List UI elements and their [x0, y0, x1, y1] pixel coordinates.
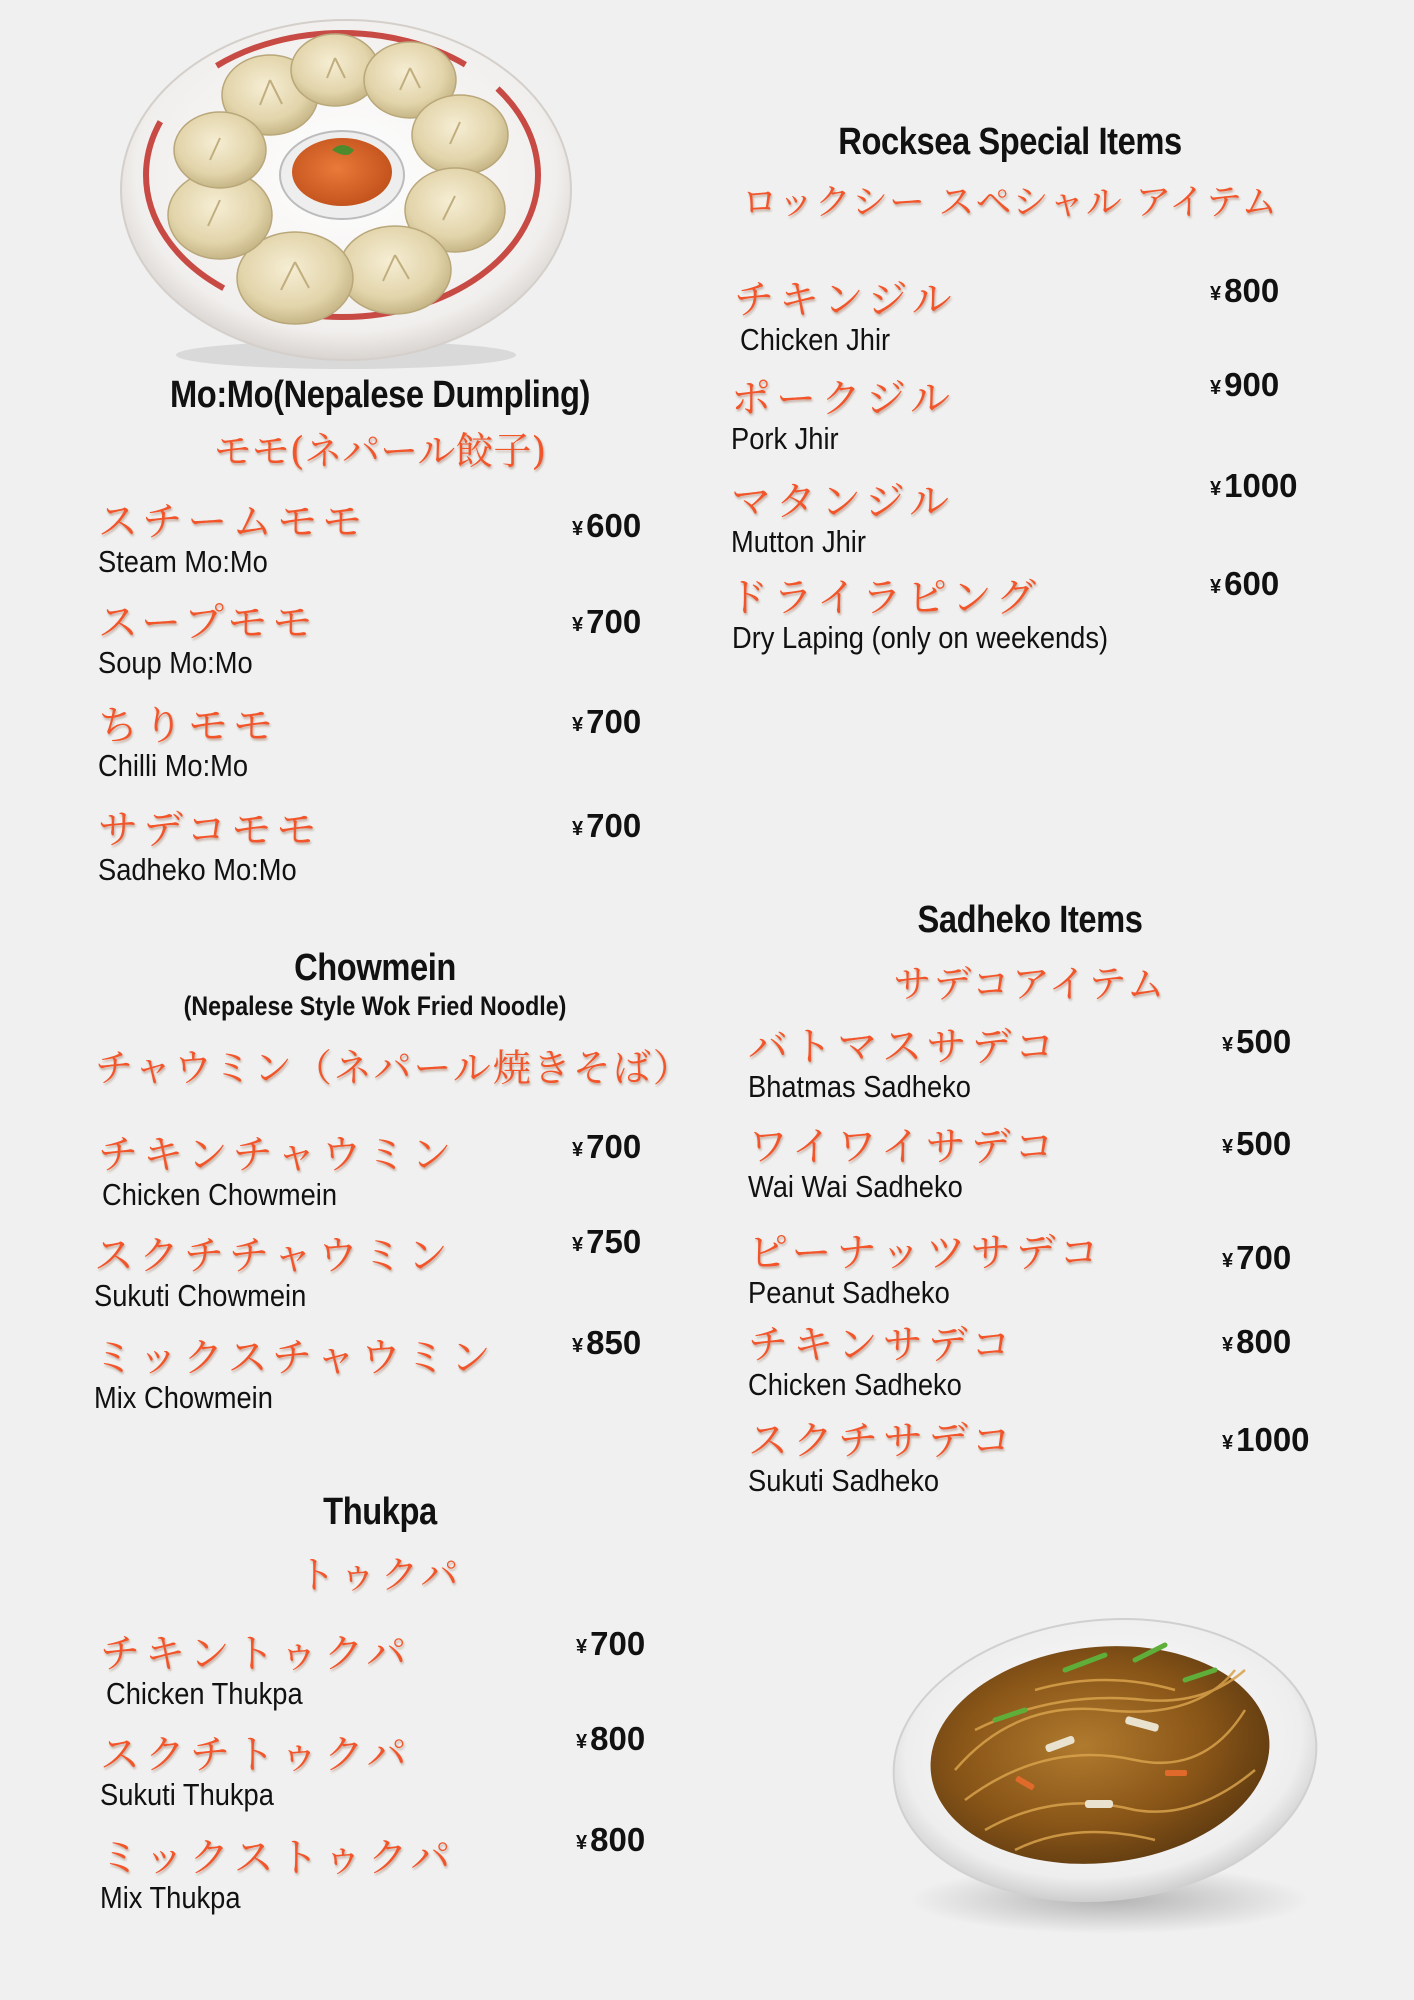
item-name-en: Chicken Chowmein: [102, 1177, 338, 1212]
menu-item: [98, 808, 324, 888]
item-price: ¥800: [576, 1821, 646, 1858]
item-name-jp: チキンチャウミン: [98, 1132, 457, 1178]
menu-item: [748, 1231, 1104, 1311]
currency-symbol: ¥: [1222, 1432, 1234, 1454]
menu-item: [748, 1025, 1060, 1105]
currency-symbol: ¥: [1210, 377, 1222, 399]
item-name-jp: スクチチャウミン: [94, 1233, 453, 1279]
item-name-en: Chicken Thukpa: [106, 1676, 303, 1711]
chowmein-section-subtitle: (Nepalese Style Wok Fried Noodle): [183, 991, 567, 1021]
currency-symbol: ¥: [572, 614, 584, 636]
currency-symbol: ¥: [1222, 1334, 1234, 1356]
item-name-jp: ポークジル: [731, 376, 955, 422]
thukpa-section-title: Thukpa: [323, 1491, 437, 1533]
menu-item: [98, 601, 317, 681]
item-name-jp: マタンジル: [731, 479, 954, 525]
special-section-title-jp: ロックシー スペシャル アイテム: [741, 182, 1279, 223]
momo-section-title-jp: モモ(ネパール餃子): [213, 429, 547, 473]
item-name-en: Dry Laping (only on weekends): [732, 620, 1109, 655]
item-name-en: Pork Jhir: [731, 421, 839, 456]
item-name-en: Sukuti Sadheko: [748, 1463, 940, 1498]
thukpa-section-title-jp: トゥクパ: [297, 1553, 463, 1597]
item-name-en: Sukuti Chowmein: [94, 1278, 307, 1313]
currency-symbol: ¥: [576, 1636, 588, 1658]
sadheko-section-title: Sadheko Items: [917, 899, 1143, 941]
item-price: ¥800: [576, 1720, 646, 1757]
currency-symbol: ¥: [1222, 1136, 1234, 1158]
sadheko-section-title-jp: サデコアイテム: [893, 962, 1167, 1006]
item-price: ¥1000: [1222, 1421, 1310, 1458]
item-name-jp: スチームモモ: [98, 499, 368, 545]
menu-item: [94, 1234, 453, 1314]
item-name-jp: チキントゥクパ: [100, 1631, 412, 1677]
item-name-jp: ワイワイサデコ: [748, 1124, 1059, 1170]
item-price: ¥700: [572, 703, 642, 740]
item-name-jp: ミックスチャウミン: [94, 1335, 496, 1381]
chowmein-dish-image: [885, 1600, 1335, 1940]
currency-symbol: ¥: [572, 818, 584, 840]
item-name-en: Soup Mo:Mo: [98, 645, 253, 680]
item-name-en: Sukuti Thukpa: [100, 1777, 274, 1812]
currency-symbol: ¥: [572, 1335, 584, 1357]
menu-item: [728, 576, 1159, 656]
currency-symbol: ¥: [1222, 1250, 1234, 1272]
item-name-jp: チキンジル: [734, 277, 957, 323]
item-price: ¥850: [572, 1324, 642, 1361]
menu-item: [731, 377, 955, 457]
item-price: ¥500: [1222, 1125, 1292, 1162]
menu-item: [100, 1632, 411, 1712]
item-price: ¥700: [1222, 1239, 1292, 1276]
chowmein-section-title: Chowmein: [294, 947, 456, 989]
item-price: ¥750: [572, 1223, 642, 1260]
item-price: ¥700: [572, 807, 642, 844]
menu-item: [748, 1419, 1016, 1499]
item-name-jp: バトマスサデコ: [748, 1024, 1060, 1070]
currency-symbol: ¥: [1210, 576, 1222, 598]
menu-item: [731, 480, 954, 560]
menu-item: [748, 1125, 1059, 1205]
menu-item: [98, 1133, 456, 1213]
item-price: ¥500: [1222, 1023, 1292, 1060]
item-name-jp: ミックストゥクパ: [100, 1835, 456, 1881]
item-name-en: Chicken Jhir: [740, 322, 891, 357]
item-name-en: Mix Thukpa: [100, 1880, 241, 1915]
item-price: ¥1000: [1210, 467, 1298, 504]
item-price: ¥800: [1210, 272, 1280, 309]
menu-item: [100, 1733, 412, 1813]
currency-symbol: ¥: [572, 518, 584, 540]
item-price: ¥900: [1210, 366, 1280, 403]
chowmein-section-title-jp: チャウミン（ネパール焼きそば）: [95, 1046, 693, 1090]
menu-item: [98, 500, 367, 580]
item-name-jp: サデコモモ: [98, 807, 322, 853]
currency-symbol: ¥: [1210, 283, 1222, 305]
item-name-jp: スクチサデコ: [748, 1418, 1017, 1464]
special-section-title: Rocksea Special Items: [838, 121, 1182, 163]
item-name-jp: スクチトゥクパ: [100, 1732, 412, 1778]
currency-symbol: ¥: [572, 1139, 584, 1161]
menu-item: [748, 1323, 1016, 1403]
item-name-jp: チキンサデコ: [748, 1322, 1016, 1368]
currency-symbol: ¥: [1210, 478, 1222, 500]
item-name-en: Mutton Jhir: [731, 524, 866, 559]
currency-symbol: ¥: [576, 1832, 588, 1854]
item-name-en: Peanut Sadheko: [748, 1275, 950, 1310]
currency-symbol: ¥: [572, 1234, 584, 1256]
item-price: ¥700: [576, 1625, 646, 1662]
momo-dish-image: [110, 10, 580, 380]
item-name-jp: ピーナッツサデコ: [748, 1230, 1104, 1276]
item-price: ¥700: [572, 603, 642, 640]
item-name-en: Wai Wai Sadheko: [748, 1169, 963, 1204]
item-price: ¥600: [1210, 565, 1280, 602]
currency-symbol: ¥: [572, 714, 584, 736]
currency-symbol: ¥: [576, 1731, 588, 1753]
menu-item: [94, 1336, 496, 1416]
item-name-jp: スープモモ: [98, 600, 318, 646]
item-name-en: Chilli Mo:Mo: [98, 748, 249, 783]
item-name-en: Steam Mo:Mo: [98, 544, 268, 579]
menu-item: [98, 704, 278, 784]
item-name-en: Chicken Sadheko: [748, 1367, 962, 1402]
menu-item: [100, 1836, 455, 1916]
item-name-en: Sadheko Mo:Mo: [98, 852, 297, 887]
item-price: ¥700: [572, 1128, 642, 1165]
item-name-jp: ドライラピング: [728, 575, 1041, 621]
momo-section-title: Mo:Mo(Nepalese Dumpling): [170, 374, 590, 416]
item-price: ¥600: [572, 507, 642, 544]
currency-symbol: ¥: [1222, 1034, 1234, 1056]
item-price: ¥800: [1222, 1323, 1292, 1360]
item-name-en: Mix Chowmein: [94, 1380, 273, 1415]
item-name-en: Bhatmas Sadheko: [748, 1069, 971, 1104]
menu-item: [734, 278, 957, 358]
item-name-jp: ちりモモ: [98, 703, 278, 749]
